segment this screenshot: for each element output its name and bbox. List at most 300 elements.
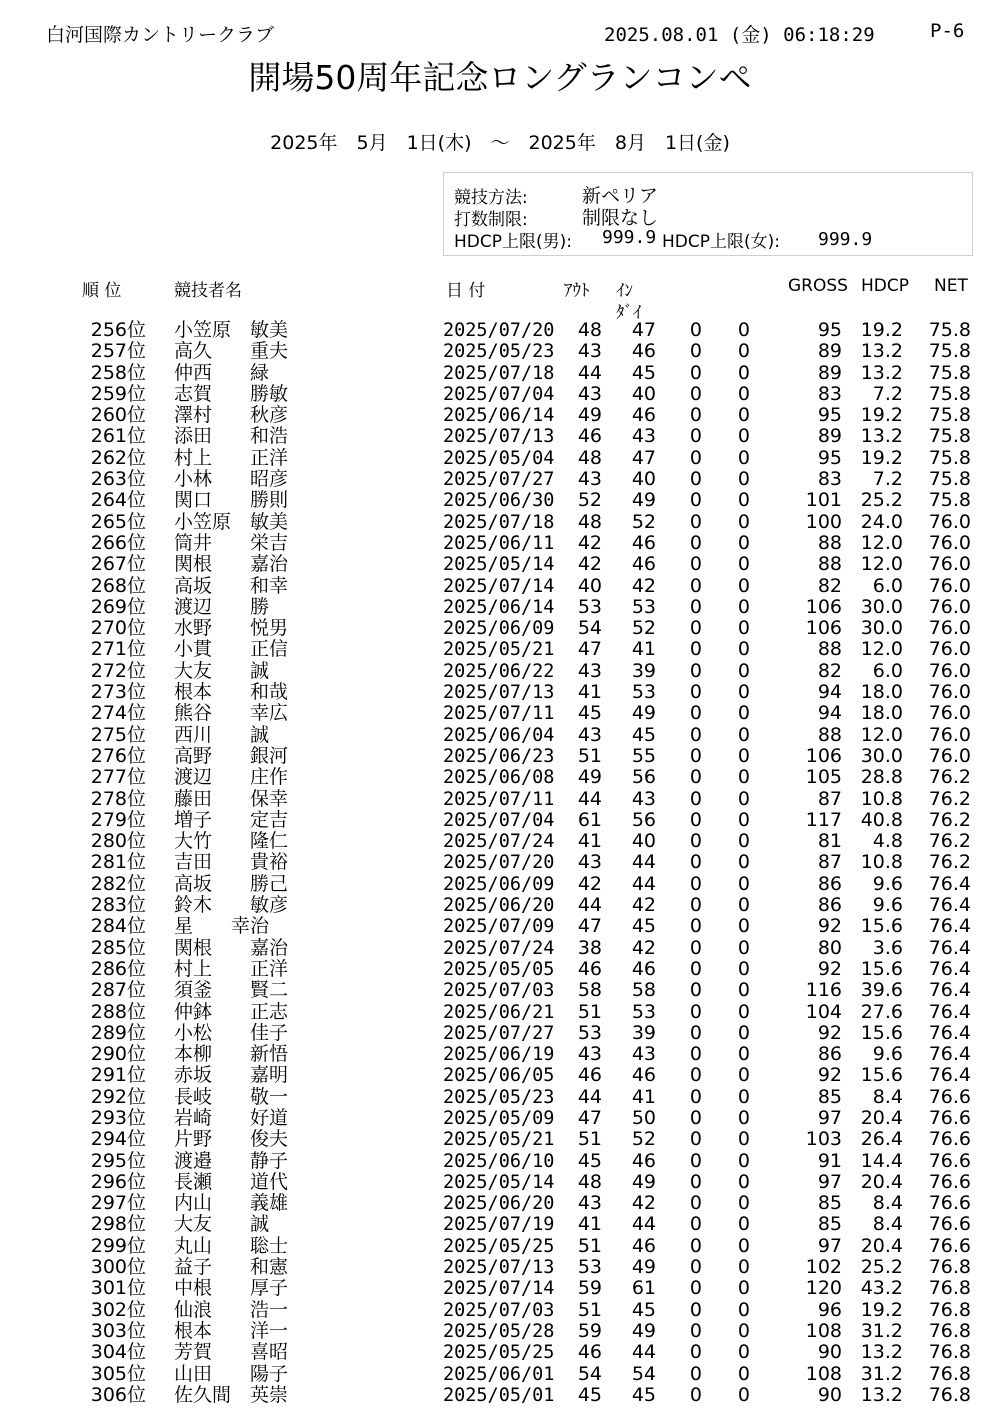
zero-column-1-cell: 0: [689, 766, 702, 789]
net-cell: 76.2: [928, 787, 971, 810]
net-cell: 76.8: [928, 1298, 971, 1321]
rank-cell: 284位: [90, 915, 146, 938]
date-cell: 2025/06/04: [443, 724, 555, 746]
gross-cell: 95: [817, 319, 842, 341]
gross-cell: 117: [805, 808, 842, 831]
rules-box: [443, 172, 973, 256]
table-row: [0, 725, 1000, 746]
rank-cell: 289位: [90, 1021, 146, 1044]
table-row: [0, 512, 1000, 533]
results-table: [0, 320, 1000, 1406]
gross-cell: 86: [817, 872, 842, 895]
out-score-cell: 58: [577, 979, 602, 1002]
gross-cell: 83: [817, 382, 842, 405]
date-cell: 2025/06/19: [443, 1044, 555, 1066]
player-name-cell: 高坂 和幸: [174, 574, 289, 597]
date-cell: 2025/06/09: [443, 618, 555, 640]
date-cell: 2025/07/27: [443, 469, 555, 491]
in-score-cell: 44: [631, 1341, 656, 1364]
zero-column-1-cell: 0: [689, 957, 702, 980]
table-row: [0, 533, 1000, 554]
date-cell: 2025/06/08: [443, 767, 555, 789]
rank-cell: 292位: [90, 1085, 146, 1108]
in-score-cell: 43: [631, 787, 656, 810]
zero-column-1-cell: 0: [689, 1362, 702, 1385]
zero-column-2-cell: 0: [737, 659, 750, 682]
hdcp-cell: 31.2: [860, 1319, 903, 1342]
gross-cell: 87: [817, 851, 842, 874]
in-score-cell: 61: [631, 1277, 656, 1300]
gross-cell: 88: [817, 531, 842, 554]
player-name-cell: 筒井 栄吉: [174, 531, 289, 554]
table-row: [0, 320, 1000, 341]
net-cell: 76.6: [928, 1128, 971, 1151]
in-score-cell: 47: [631, 446, 656, 469]
in-score-cell: 45: [631, 1383, 656, 1406]
out-score-cell: 49: [577, 404, 602, 427]
rank-cell: 264位: [90, 489, 146, 512]
zero-column-2-cell: 0: [737, 1298, 750, 1321]
out-score-cell: 38: [577, 936, 602, 959]
date-cell: 2025/05/14: [443, 554, 555, 576]
player-name-cell: 添田 和浩: [174, 425, 289, 448]
date-cell: 2025/06/14: [443, 405, 555, 427]
hdcp-cell: 20.4: [860, 1106, 903, 1129]
player-name-cell: 熊谷 幸広: [174, 702, 289, 725]
zero-column-1-cell: 0: [689, 723, 702, 746]
net-cell: 76.8: [928, 1277, 971, 1300]
table-row: [0, 597, 1000, 618]
page-title: 開場50周年記念ロングランコンペ: [248, 58, 752, 97]
rank-cell: 302位: [90, 1298, 146, 1321]
name-header: 競技者名: [174, 281, 242, 301]
net-cell: 75.8: [928, 382, 971, 405]
gross-cell: 106: [805, 744, 842, 767]
date-header: 日 付: [446, 281, 486, 301]
rank-cell: 290位: [90, 1043, 146, 1066]
date-cell: 2025/07/18: [443, 511, 555, 533]
rank-cell: 286位: [90, 957, 146, 980]
gross-cell: 88: [817, 723, 842, 746]
rank-cell: 299位: [90, 1234, 146, 1257]
zero-column-2-cell: 0: [737, 1362, 750, 1385]
player-name-cell: 渡邉 静子: [174, 1149, 289, 1172]
out-score-cell: 48: [577, 1170, 602, 1193]
rank-cell: 262位: [90, 446, 146, 469]
gross-cell: 88: [817, 638, 842, 661]
net-cell: 76.8: [928, 1256, 971, 1279]
out-score-cell: 43: [577, 340, 602, 363]
rank-cell: 282位: [90, 872, 146, 895]
hdcp-cell: 12.0: [860, 723, 903, 746]
rank-cell: 275位: [90, 723, 146, 746]
zero-column-1-cell: 0: [689, 1106, 702, 1129]
in-score-cell: 45: [631, 915, 656, 938]
zero-column-2-cell: 0: [737, 1128, 750, 1151]
net-cell: 76.2: [928, 808, 971, 831]
in-header-line2: ﾀﾞｲ: [616, 303, 642, 323]
player-name-cell: 仲鉢 正志: [174, 1000, 289, 1023]
hdcp-cell: 13.2: [860, 1383, 903, 1406]
hdcp-cell: 28.8: [860, 766, 903, 789]
rank-cell: 272位: [90, 659, 146, 682]
in-score-cell: 41: [631, 638, 656, 661]
hdcp-cell: 13.2: [860, 340, 903, 363]
out-score-cell: 42: [577, 553, 602, 576]
zero-column-1-cell: 0: [689, 702, 702, 725]
gross-cell: 90: [817, 1383, 842, 1406]
player-name-cell: 関口 勝則: [174, 489, 289, 512]
zero-column-2-cell: 0: [737, 808, 750, 831]
zero-column-1-cell: 0: [689, 851, 702, 874]
table-row: [0, 426, 1000, 447]
zero-column-2-cell: 0: [737, 1277, 750, 1300]
rank-cell: 261位: [90, 425, 146, 448]
gross-cell: 97: [817, 1170, 842, 1193]
net-cell: 76.4: [928, 957, 971, 980]
net-cell: 76.4: [928, 1021, 971, 1044]
net-cell: 75.8: [928, 425, 971, 448]
zero-column-2-cell: 0: [737, 638, 750, 661]
rank-cell: 266位: [90, 531, 146, 554]
zero-column-1-cell: 0: [689, 1043, 702, 1066]
table-row: [0, 384, 1000, 405]
date-cell: 2025/05/25: [443, 1342, 555, 1364]
zero-column-1-cell: 0: [689, 1170, 702, 1193]
gross-cell: 86: [817, 1043, 842, 1066]
player-name-cell: 山田 陽子: [174, 1362, 289, 1385]
hdcp-cell: 24.0: [860, 510, 903, 533]
gross-cell: 82: [817, 574, 842, 597]
table-row: [0, 405, 1000, 426]
gross-cell: 85: [817, 1192, 842, 1215]
player-name-cell: 渡辺 勝: [174, 595, 270, 618]
rank-cell: 288位: [90, 1000, 146, 1023]
out-score-cell: 51: [577, 1234, 602, 1257]
rank-cell: 294位: [90, 1128, 146, 1151]
out-score-cell: 48: [577, 510, 602, 533]
player-name-cell: 渡辺 庄作: [174, 766, 289, 789]
out-score-cell: 52: [577, 489, 602, 512]
date-cell: 2025/07/19: [443, 1214, 555, 1236]
gross-cell: 95: [817, 404, 842, 427]
out-score-cell: 41: [577, 681, 602, 704]
zero-column-1-cell: 0: [689, 1021, 702, 1044]
date-cell: 2025/05/23: [443, 1086, 555, 1108]
zero-column-1-cell: 0: [689, 574, 702, 597]
gross-cell: 97: [817, 1106, 842, 1129]
rank-cell: 271位: [90, 638, 146, 661]
out-score-cell: 45: [577, 1383, 602, 1406]
date-cell: 2025/06/20: [443, 895, 555, 917]
net-cell: 76.6: [928, 1234, 971, 1257]
in-score-cell: 45: [631, 1298, 656, 1321]
in-score-cell: 42: [631, 936, 656, 959]
net-cell: 75.8: [928, 319, 971, 341]
hdcp-cell: 6.0: [872, 659, 903, 682]
date-cell: 2025/06/14: [443, 596, 555, 618]
out-score-cell: 43: [577, 851, 602, 874]
out-score-cell: 51: [577, 1000, 602, 1023]
hdcp-cell: 18.0: [860, 702, 903, 725]
hdcp-male-label: HDCP上限(男):: [454, 232, 572, 252]
in-score-cell: 56: [631, 766, 656, 789]
date-cell: 2025/07/04: [443, 809, 555, 831]
table-row: [0, 1087, 1000, 1108]
in-score-cell: 45: [631, 723, 656, 746]
hdcp-cell: 31.2: [860, 1362, 903, 1385]
player-name-cell: 高野 銀河: [174, 744, 289, 767]
zero-column-2-cell: 0: [737, 1064, 750, 1087]
zero-column-2-cell: 0: [737, 851, 750, 874]
out-score-cell: 51: [577, 1298, 602, 1321]
table-row: [0, 1214, 1000, 1235]
out-score-cell: 53: [577, 1021, 602, 1044]
gross-cell: 91: [817, 1149, 842, 1172]
table-row: [0, 938, 1000, 959]
zero-column-2-cell: 0: [737, 787, 750, 810]
table-row: [0, 618, 1000, 639]
hdcp-cell: 30.0: [860, 617, 903, 640]
zero-column-2-cell: 0: [737, 766, 750, 789]
date-cell: 2025/05/28: [443, 1320, 555, 1342]
rank-cell: 285位: [90, 936, 146, 959]
net-cell: 76.0: [928, 659, 971, 682]
player-name-cell: 内山 義雄: [174, 1192, 289, 1215]
net-cell: 75.8: [928, 468, 971, 491]
in-score-cell: 46: [631, 1064, 656, 1087]
zero-column-2-cell: 0: [737, 510, 750, 533]
zero-column-2-cell: 0: [737, 1043, 750, 1066]
date-cell: 2025/07/18: [443, 362, 555, 384]
gross-cell: 90: [817, 1341, 842, 1364]
player-name-cell: 大友 誠: [174, 1213, 270, 1236]
hdcp-cell: 15.6: [860, 1021, 903, 1044]
hdcp-cell: 9.6: [872, 872, 903, 895]
player-name-cell: 大友 誠: [174, 659, 270, 682]
in-score-cell: 58: [631, 979, 656, 1002]
net-cell: 76.6: [928, 1085, 971, 1108]
zero-column-1-cell: 0: [689, 425, 702, 448]
zero-column-1-cell: 0: [689, 1256, 702, 1279]
table-row: [0, 703, 1000, 724]
date-cell: 2025/06/20: [443, 1193, 555, 1215]
zero-column-2-cell: 0: [737, 830, 750, 853]
player-name-cell: 片野 俊夫: [174, 1128, 289, 1151]
gross-cell: 94: [817, 681, 842, 704]
in-score-cell: 49: [631, 1256, 656, 1279]
player-name-cell: 高久 重夫: [174, 340, 289, 363]
net-cell: 76.0: [928, 744, 971, 767]
zero-column-2-cell: 0: [737, 979, 750, 1002]
date-cell: 2025/07/14: [443, 575, 555, 597]
zero-column-2-cell: 0: [737, 1319, 750, 1342]
hdcp-cell: 13.2: [860, 361, 903, 384]
date-cell: 2025/05/01: [443, 1384, 555, 1406]
player-name-cell: 芳賀 喜昭: [174, 1341, 289, 1364]
player-name-cell: 本柳 新悟: [174, 1043, 289, 1066]
in-score-cell: 43: [631, 425, 656, 448]
in-score-cell: 39: [631, 659, 656, 682]
net-cell: 75.8: [928, 340, 971, 363]
table-row: [0, 1044, 1000, 1065]
out-score-cell: 47: [577, 915, 602, 938]
table-row: [0, 874, 1000, 895]
date-cell: 2025/05/14: [443, 1171, 555, 1193]
in-score-cell: 46: [631, 404, 656, 427]
rank-cell: 276位: [90, 744, 146, 767]
date-cell: 2025/07/20: [443, 852, 555, 874]
hdcp-cell: 15.6: [860, 1064, 903, 1087]
rank-cell: 306位: [90, 1383, 146, 1406]
player-name-cell: 藤田 保幸: [174, 787, 289, 810]
zero-column-1-cell: 0: [689, 1234, 702, 1257]
zero-column-1-cell: 0: [689, 830, 702, 853]
net-header: NET: [934, 276, 968, 296]
gross-cell: 87: [817, 787, 842, 810]
in-score-cell: 52: [631, 510, 656, 533]
zero-column-1-cell: 0: [689, 446, 702, 469]
gross-cell: 108: [805, 1362, 842, 1385]
rank-cell: 303位: [90, 1319, 146, 1342]
in-score-cell: 53: [631, 595, 656, 618]
hdcp-cell: 19.2: [860, 1298, 903, 1321]
hdcp-cell: 20.4: [860, 1234, 903, 1257]
date-cell: 2025/06/23: [443, 745, 555, 767]
in-score-cell: 49: [631, 1170, 656, 1193]
player-name-cell: 村上 正洋: [174, 957, 289, 980]
out-score-cell: 61: [577, 808, 602, 831]
hdcp-cell: 12.0: [860, 638, 903, 661]
table-row: [0, 1129, 1000, 1150]
hdcp-cell: 7.2: [872, 382, 903, 405]
print-timestamp: 2025.08.01 (金) 06:18:29: [604, 24, 875, 46]
out-score-cell: 51: [577, 1128, 602, 1151]
rank-cell: 300位: [90, 1256, 146, 1279]
in-score-cell: 44: [631, 1213, 656, 1236]
zero-column-2-cell: 0: [737, 468, 750, 491]
rank-cell: 260位: [90, 404, 146, 427]
gross-cell: 95: [817, 446, 842, 469]
in-score-cell: 49: [631, 702, 656, 725]
rank-cell: 293位: [90, 1106, 146, 1129]
out-score-cell: 54: [577, 1362, 602, 1385]
rank-cell: 280位: [90, 830, 146, 853]
rank-cell: 265位: [90, 510, 146, 533]
table-row: [0, 554, 1000, 575]
hdcp-cell: 39.6: [860, 979, 903, 1002]
out-score-cell: 43: [577, 723, 602, 746]
table-row: [0, 1065, 1000, 1086]
table-row: [0, 1023, 1000, 1044]
in-score-cell: 46: [631, 1149, 656, 1172]
in-score-cell: 43: [631, 1043, 656, 1066]
player-name-cell: 丸山 聡士: [174, 1234, 289, 1257]
gross-cell: 80: [817, 936, 842, 959]
player-name-cell: 佐久間 英崇: [174, 1383, 289, 1406]
table-row: [0, 576, 1000, 597]
net-cell: 76.4: [928, 936, 971, 959]
zero-column-1-cell: 0: [689, 595, 702, 618]
date-cell: 2025/05/25: [443, 1235, 555, 1257]
hdcp-cell: 30.0: [860, 595, 903, 618]
out-score-cell: 59: [577, 1319, 602, 1342]
zero-column-1-cell: 0: [689, 915, 702, 938]
zero-column-1-cell: 0: [689, 808, 702, 831]
zero-column-2-cell: 0: [737, 595, 750, 618]
out-score-cell: 44: [577, 1085, 602, 1108]
net-cell: 75.8: [928, 446, 971, 469]
zero-column-2-cell: 0: [737, 915, 750, 938]
date-cell: 2025/05/09: [443, 1107, 555, 1129]
hdcp-cell: 25.2: [860, 1256, 903, 1279]
gross-cell: 81: [817, 830, 842, 853]
net-cell: 76.6: [928, 1170, 971, 1193]
out-score-cell: 46: [577, 957, 602, 980]
rank-cell: 270位: [90, 617, 146, 640]
in-score-cell: 46: [631, 1234, 656, 1257]
out-score-cell: 43: [577, 659, 602, 682]
zero-column-2-cell: 0: [737, 531, 750, 554]
out-score-cell: 43: [577, 1043, 602, 1066]
zero-column-1-cell: 0: [689, 553, 702, 576]
zero-column-2-cell: 0: [737, 1192, 750, 1215]
table-row: [0, 639, 1000, 660]
net-cell: 76.0: [928, 681, 971, 704]
net-cell: 76.0: [928, 595, 971, 618]
in-score-cell: 40: [631, 468, 656, 491]
zero-column-2-cell: 0: [737, 1149, 750, 1172]
rank-cell: 298位: [90, 1213, 146, 1236]
player-name-cell: 村上 正洋: [174, 446, 289, 469]
gross-cell: 92: [817, 957, 842, 980]
date-cell: 2025/07/04: [443, 383, 555, 405]
rank-header: 順 位: [82, 281, 122, 301]
in-score-cell: 47: [631, 319, 656, 341]
table-row: [0, 1321, 1000, 1342]
hdcp-cell: 6.0: [872, 574, 903, 597]
rank-cell: 297位: [90, 1192, 146, 1215]
table-row: [0, 341, 1000, 362]
in-score-cell: 54: [631, 1362, 656, 1385]
in-score-cell: 46: [631, 340, 656, 363]
date-cell: 2025/07/11: [443, 703, 555, 725]
rank-cell: 279位: [90, 808, 146, 831]
date-cell: 2025/05/21: [443, 1129, 555, 1151]
player-name-cell: 中根 厚子: [174, 1277, 289, 1300]
table-row: [0, 1278, 1000, 1299]
zero-column-1-cell: 0: [689, 531, 702, 554]
hdcp-cell: 18.0: [860, 681, 903, 704]
out-score-cell: 46: [577, 425, 602, 448]
out-score-cell: 53: [577, 1256, 602, 1279]
hdcp-cell: 9.6: [872, 894, 903, 917]
hdcp-cell: 12.0: [860, 531, 903, 554]
gross-cell: 116: [805, 979, 842, 1002]
player-name-cell: 小笠原 敏美: [174, 510, 289, 533]
table-row: [0, 1385, 1000, 1406]
out-score-cell: 44: [577, 894, 602, 917]
date-cell: 2025/06/01: [443, 1363, 555, 1385]
net-cell: 76.0: [928, 510, 971, 533]
hdcp-cell: 40.8: [860, 808, 903, 831]
out-score-cell: 46: [577, 1341, 602, 1364]
in-score-cell: 40: [631, 830, 656, 853]
gross-cell: 89: [817, 340, 842, 363]
date-cell: 2025/07/13: [443, 682, 555, 704]
rank-cell: 274位: [90, 702, 146, 725]
competition-period: 2025年 5月 1日(木) ～ 2025年 8月 1日(金): [270, 132, 730, 154]
